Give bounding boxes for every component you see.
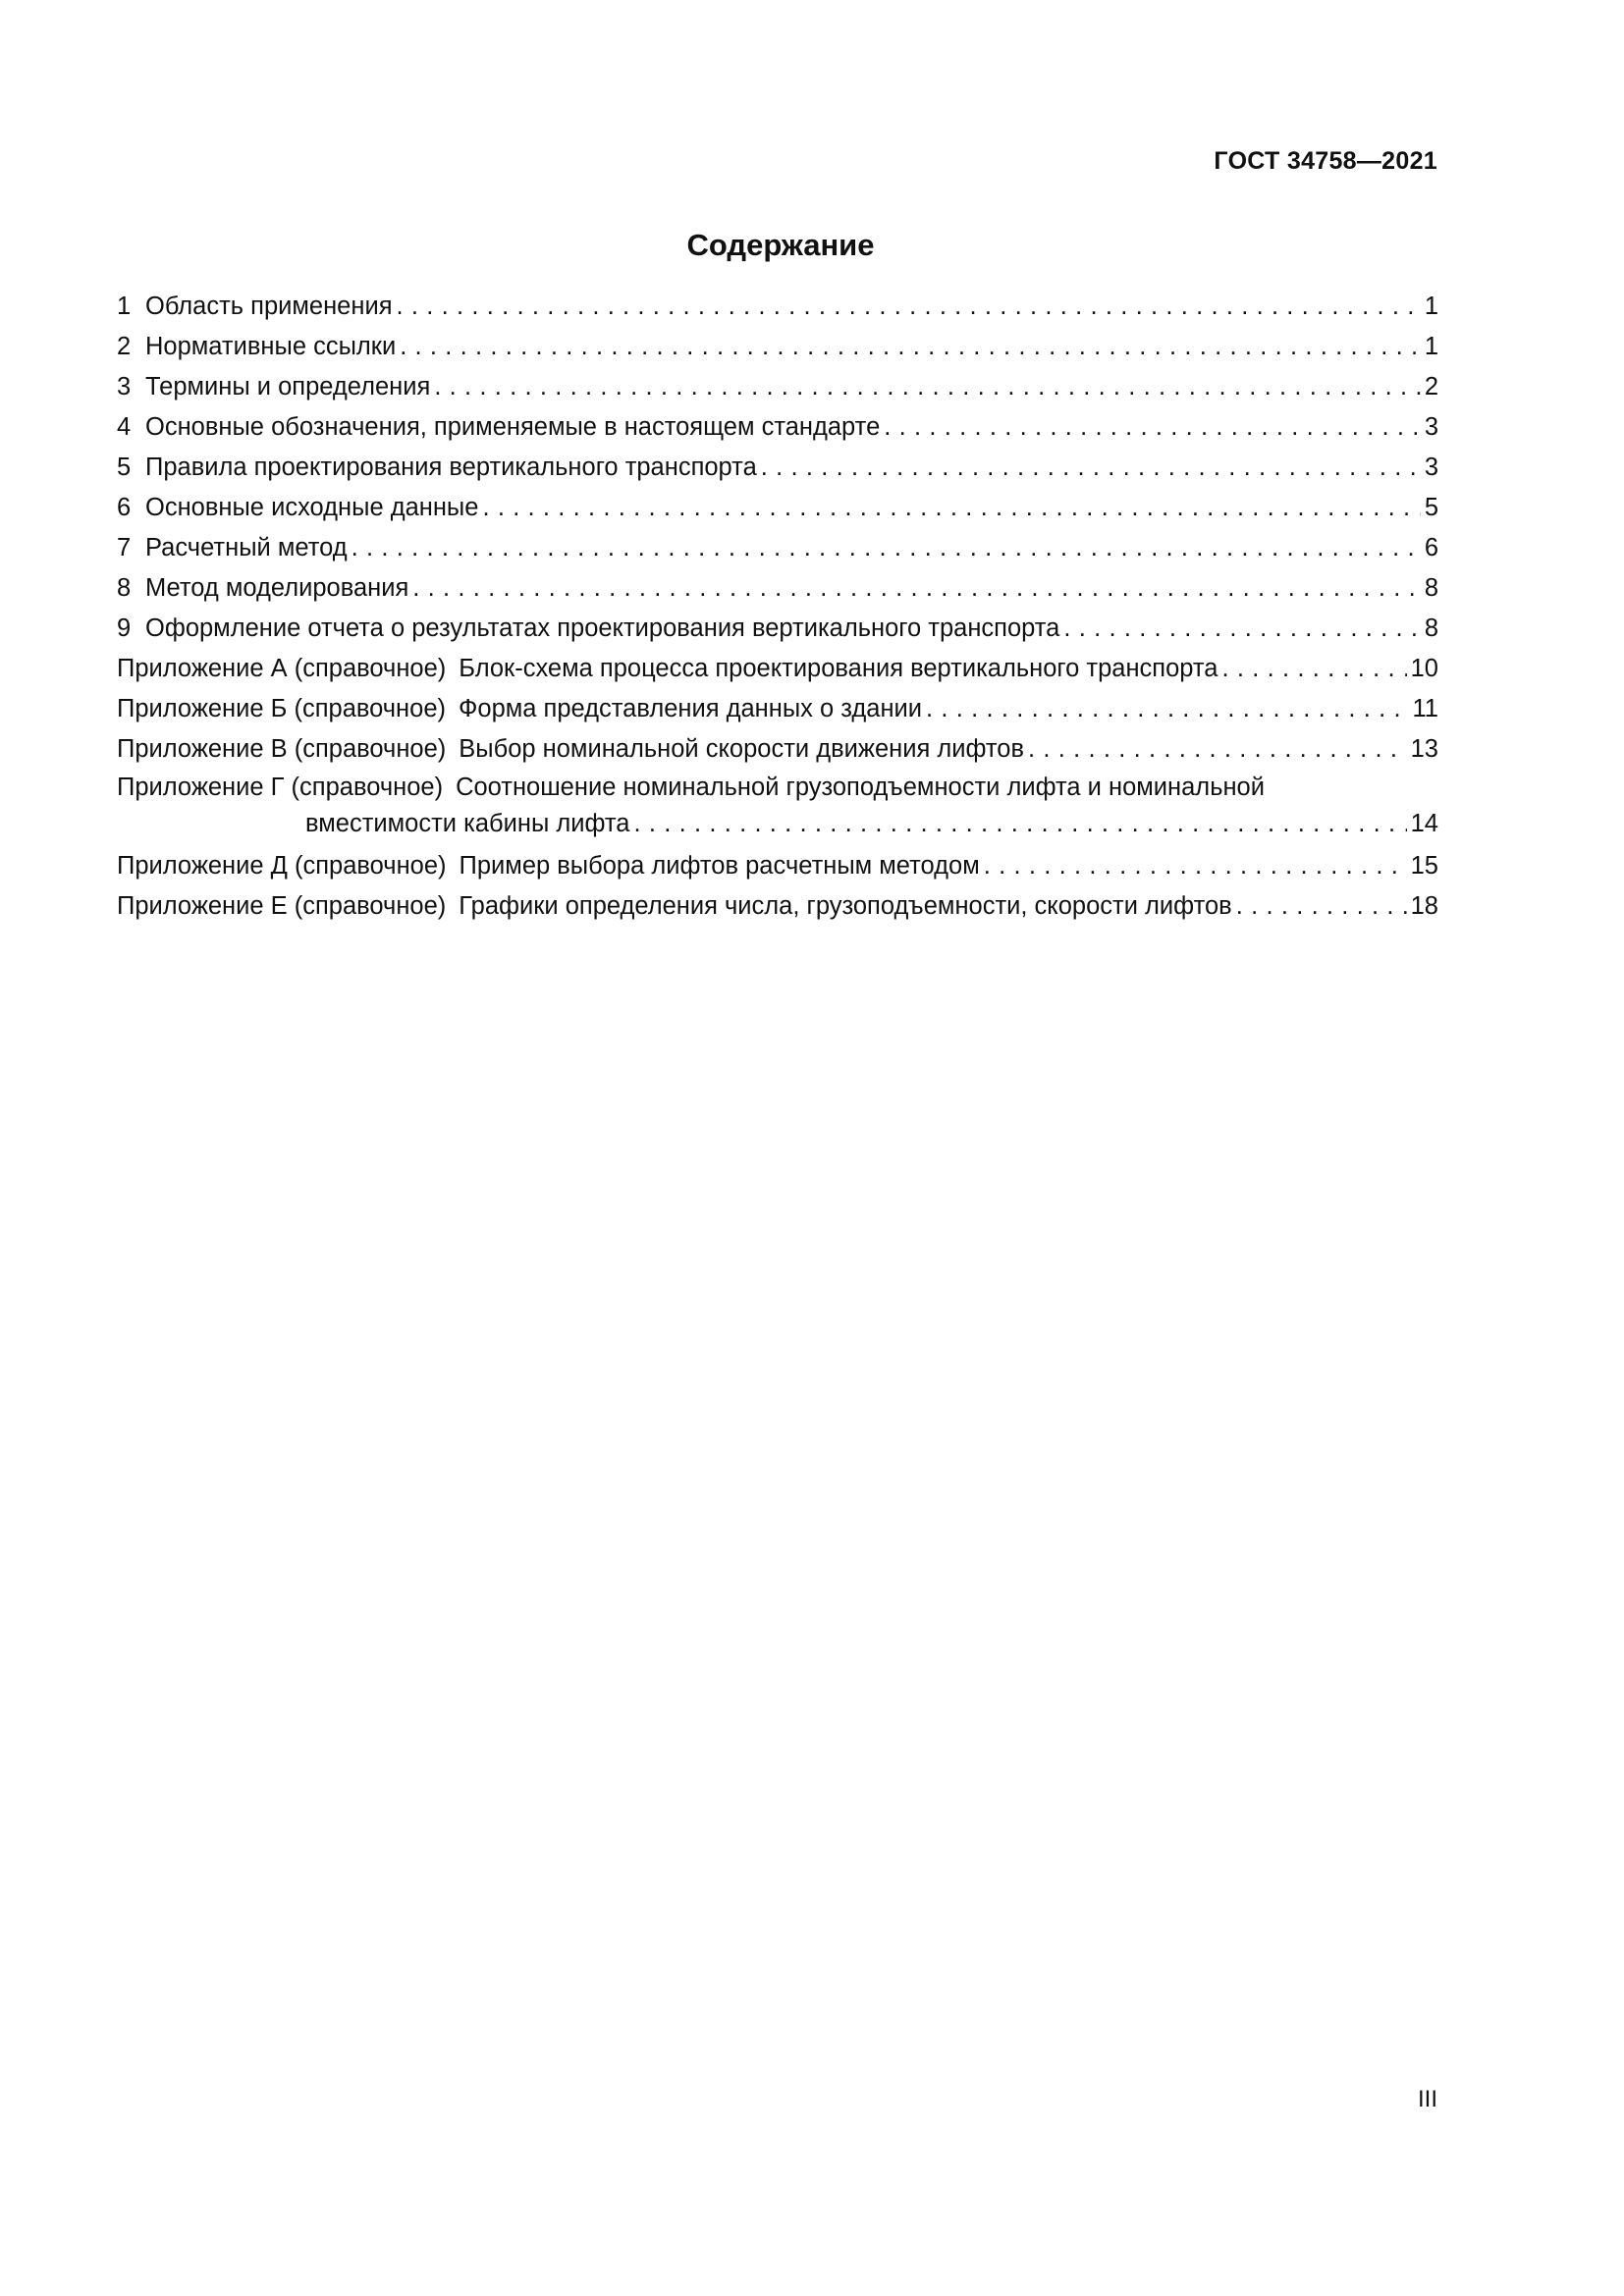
section-page: 5: [1424, 494, 1438, 521]
dot-leader: [434, 367, 1421, 407]
document-code-header: ГОСТ 34758—2021: [1214, 147, 1437, 175]
dot-leader: [1236, 886, 1407, 927]
section-page: 8: [1424, 574, 1438, 602]
dot-leader: [1221, 649, 1406, 689]
section-number: 1: [117, 293, 132, 320]
section-number: 7: [117, 534, 132, 561]
dot-leader: [926, 689, 1408, 729]
appendix-page: 10: [1410, 655, 1438, 682]
toc-entry-section-4[interactable]: [117, 407, 1438, 448]
toc-title: Содержание: [686, 228, 875, 262]
dot-leader: [633, 806, 1406, 842]
section-page: 1: [1424, 293, 1438, 320]
dot-leader: [400, 327, 1421, 367]
appendix-page: 14: [1410, 810, 1438, 837]
appendix-title: Соотношение номинальной грузоподъемности лифта и номинальной: [456, 774, 1265, 801]
section-page: 3: [1424, 454, 1438, 481]
appendix-page: 13: [1410, 735, 1438, 763]
dot-leader: [884, 407, 1421, 448]
toc-entry-section-5[interactable]: [117, 448, 1438, 488]
section-title: Термины и определения: [145, 373, 431, 400]
section-number: 4: [117, 413, 132, 441]
appendix-title: Блок-схема процесса проектирования вертикального транспорта: [459, 655, 1218, 682]
appendix-label: Приложение Е (справочное): [117, 892, 447, 920]
appendix-continuation-line: [117, 806, 1438, 846]
toc-entry-section-8[interactable]: [117, 568, 1438, 609]
toc-entry-appendix-e[interactable]: [117, 886, 1438, 927]
appendix-label: Приложение Г (справочное): [117, 774, 444, 801]
toc-entry-appendix-g[interactable]: [117, 770, 1438, 846]
section-page: 8: [1424, 614, 1438, 642]
page-number: III: [1417, 2086, 1437, 2112]
appendix-label: Приложение Б (справочное): [117, 695, 446, 722]
toc-entry-section-2[interactable]: [117, 327, 1438, 367]
section-number: 2: [117, 333, 132, 360]
dot-leader: [1028, 729, 1407, 770]
toc-entry-appendix-v[interactable]: [117, 729, 1438, 770]
section-title: Область применения: [145, 293, 393, 320]
section-page: 2: [1424, 373, 1438, 400]
toc-entry-appendix-b[interactable]: [117, 689, 1438, 729]
appendix-label: Приложение А (справочное): [117, 655, 447, 682]
section-title: Оформление отчета о результатах проектирования вертикального транспорта: [145, 614, 1060, 642]
section-title: Нормативные ссылки: [145, 333, 397, 360]
appendix-label: Приложение Д (справочное): [117, 852, 447, 880]
appendix-title: Графики определения числа, грузоподъемности, скорости лифтов: [459, 892, 1232, 920]
appendix-title: Пример выбора лифтов расчетным методом: [459, 852, 980, 880]
appendix-first-line: [117, 770, 1438, 806]
section-title: Метод моделирования: [145, 574, 409, 602]
appendix-label: Приложение В (справочное): [117, 735, 447, 763]
section-page: 6: [1424, 534, 1438, 561]
appendix-title: Выбор номинальной скорости движения лифтов: [459, 735, 1025, 763]
toc-entry-appendix-d[interactable]: [117, 846, 1438, 886]
section-number: 3: [117, 373, 132, 400]
appendix-title: Форма представления данных о здании: [459, 695, 923, 722]
section-title: Основные исходные данные: [145, 494, 479, 521]
dot-leader: [984, 846, 1407, 886]
section-number: 9: [117, 614, 132, 642]
appendix-page: 15: [1410, 852, 1438, 880]
toc-entry-section-7[interactable]: [117, 528, 1438, 568]
section-number: 5: [117, 454, 132, 481]
dot-leader: [761, 448, 1421, 488]
appendix-page: 18: [1410, 892, 1438, 920]
section-number: 8: [117, 574, 132, 602]
toc-entry-section-6[interactable]: [117, 488, 1438, 528]
section-title: Основные обозначения, применяемые в настоящем стандарте: [145, 413, 881, 441]
section-title: Расчетный метод: [145, 534, 348, 561]
toc-entry-section-9[interactable]: [117, 609, 1438, 649]
dot-leader: [397, 287, 1421, 327]
appendix-page: 11: [1412, 695, 1438, 722]
section-number: 6: [117, 494, 132, 521]
table-of-contents: [117, 287, 1438, 927]
dot-leader: [1063, 609, 1420, 649]
dot-leader: [482, 488, 1420, 528]
section-page: 3: [1424, 413, 1438, 441]
dot-leader: [412, 568, 1421, 609]
toc-entry-section-1[interactable]: [117, 287, 1438, 327]
section-title: Правила проектирования вертикального транспорта: [145, 454, 757, 481]
toc-entry-section-3[interactable]: [117, 367, 1438, 407]
appendix-title-continued: вместимости кабины лифта: [305, 810, 630, 837]
dot-leader: [352, 528, 1421, 568]
toc-entry-appendix-a[interactable]: [117, 649, 1438, 689]
section-page: 1: [1424, 333, 1438, 360]
